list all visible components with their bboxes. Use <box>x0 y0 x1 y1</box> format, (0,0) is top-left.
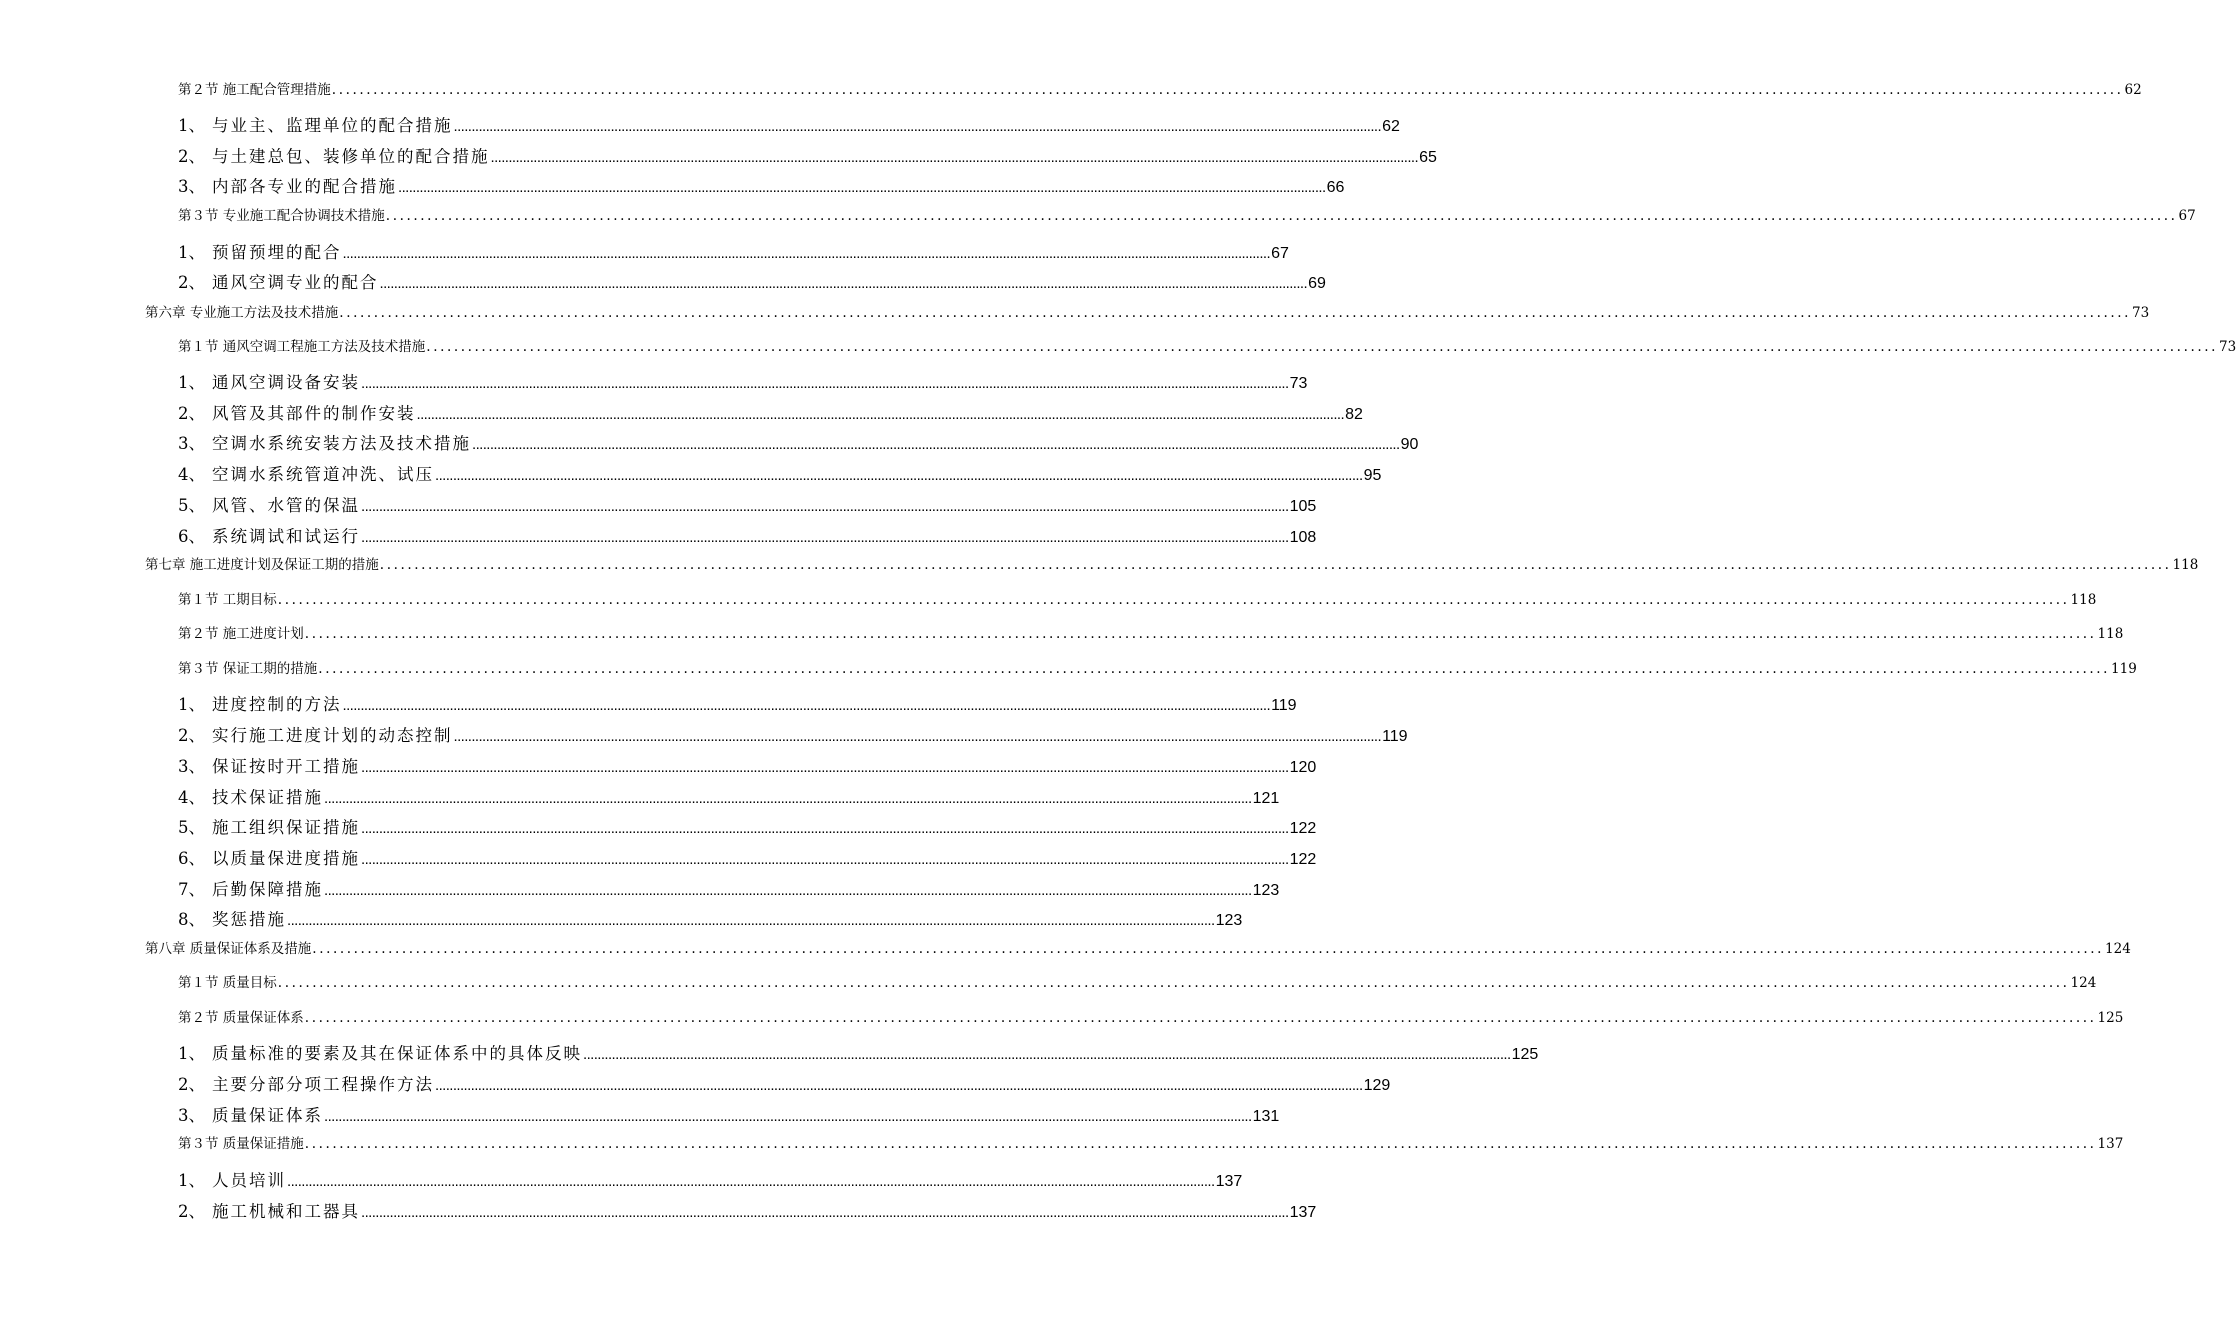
dot-leader: .................................................................................................................................................................................................................................................................... <box>324 1108 1252 1125</box>
toc-page-number: 123 <box>1252 882 1280 899</box>
toc-section-title: 第３节 保证工期的措施 <box>178 661 318 677</box>
toc-page-number: 125 <box>2097 1010 2124 1026</box>
toc-item-title: 后勤保障措施 <box>212 880 323 899</box>
toc-page-number: 82 <box>1345 406 1363 423</box>
dot-leader: .................................................................................................................................................................................................................................................................... <box>304 1136 2097 1152</box>
toc-item-number: 7、 <box>178 880 205 899</box>
toc-entry-section[interactable] <box>178 204 2196 224</box>
toc-entry-section[interactable] <box>178 1006 2124 1026</box>
toc-entry-item[interactable] <box>178 1040 1539 1064</box>
toc-page-number: 119 <box>1271 697 1297 714</box>
toc-item-number: 4、 <box>178 465 205 484</box>
toc-entry-chapter[interactable] <box>145 937 2131 957</box>
dot-leader: .................................................................................................................................................................................................................................................................... <box>379 275 1308 292</box>
toc-item-title: 质量保证体系 <box>212 1106 323 1125</box>
toc-item-number: 1、 <box>178 116 205 135</box>
toc-item-title: 通风空调设备安装 <box>212 373 360 392</box>
toc-item-number: 2、 <box>178 1075 205 1094</box>
toc-page-number: 121 <box>1252 790 1280 807</box>
toc-entry-item[interactable] <box>178 1198 1317 1222</box>
toc-section-title: 第２节 施工配合管理措施 <box>178 82 331 98</box>
toc-section-title: 第２节 施工进度计划 <box>178 626 304 642</box>
toc-item-label <box>178 1071 434 1095</box>
toc-entry-item[interactable] <box>178 523 1317 547</box>
toc-item-number: 6、 <box>178 849 205 868</box>
toc-item-number: 6、 <box>178 527 205 546</box>
toc-page-number: 67 <box>2178 208 2196 224</box>
toc-entry-item[interactable] <box>178 269 1326 293</box>
toc-page-number: 118 <box>2172 557 2199 573</box>
toc-item-label <box>178 461 434 485</box>
dot-leader: .................................................................................................................................................................................................................................................................... <box>342 245 1271 262</box>
toc-entry-item[interactable] <box>178 845 1317 869</box>
dot-leader: .................................................................................................................................................................................................................................................................... <box>361 1204 1289 1221</box>
dot-leader: .................................................................................................................................................................................................................................................................... <box>277 975 2070 991</box>
toc-entry-item[interactable] <box>178 369 1308 393</box>
dot-leader: .................................................................................................................................................................................................................................................................... <box>416 406 1345 423</box>
toc-entry-item[interactable] <box>178 876 1280 900</box>
toc-item-label <box>178 492 360 516</box>
toc-page-number: 73 <box>1289 375 1308 392</box>
toc-entry-section[interactable] <box>178 588 2097 608</box>
toc-item-title: 主要分部分项工程操作方法 <box>212 1075 434 1094</box>
toc-item-title: 奖惩措施 <box>212 910 286 929</box>
dot-leader: .................................................................................................................................................................................................................................................................... <box>361 851 1289 868</box>
toc-item-title: 人员培训 <box>212 1171 286 1190</box>
toc-entry-section[interactable] <box>178 622 2124 642</box>
toc-item-title: 进度控制的方法 <box>212 695 342 714</box>
toc-item-number: 2、 <box>178 1202 205 1221</box>
dot-leader: .................................................................................................................................................................................................................................................................... <box>379 557 2172 573</box>
toc-item-title: 实行施工进度计划的动态控制 <box>212 726 453 745</box>
toc-page-number: 69 <box>1308 275 1326 292</box>
toc-item-label <box>178 369 360 393</box>
toc-item-title: 质量标准的要素及其在保证体系中的具体反映 <box>212 1044 582 1063</box>
toc-page-number: 120 <box>1289 759 1317 776</box>
toc-item-title: 风管及其部件的制作安装 <box>212 404 416 423</box>
dot-leader: .................................................................................................................................................................................................................................................................... <box>361 529 1289 546</box>
dot-leader: .................................................................................................................................................................................................................................................................... <box>318 661 2111 677</box>
toc-item-title: 与业主、监理单位的配合措施 <box>212 116 453 135</box>
toc-item-label <box>178 523 360 547</box>
toc-entry-chapter[interactable] <box>145 553 2199 573</box>
toc-item-label <box>178 400 416 424</box>
toc-entry-section[interactable] <box>178 335 2236 355</box>
toc-section-title: 第２节 质量保证体系 <box>178 1010 304 1026</box>
toc-item-number: 8、 <box>178 910 205 929</box>
dot-leader: .................................................................................................................................................................................................................................................................... <box>342 697 1271 714</box>
toc-item-number: 3、 <box>178 757 205 776</box>
toc-section-title: 第１节 通风空调工程施工方法及技术措施 <box>178 339 426 355</box>
toc-entry-item[interactable] <box>178 492 1317 516</box>
toc-item-label <box>178 753 360 777</box>
toc-page-number: 119 <box>2111 661 2137 677</box>
toc-item-title: 系统调试和试运行 <box>212 527 360 546</box>
toc-entry-item[interactable] <box>178 753 1317 777</box>
toc-item-number: 1、 <box>178 1171 205 1190</box>
toc-item-label <box>178 173 397 197</box>
toc-page-number: 123 <box>1215 912 1243 929</box>
toc-item-title: 通风空调专业的配合 <box>212 273 379 292</box>
dot-leader: .................................................................................................................................................................................................................................................................... <box>490 149 1419 166</box>
toc-item-number: 1、 <box>178 243 205 262</box>
toc-page-number: 131 <box>1252 1108 1280 1125</box>
toc-item-title: 空调水系统安装方法及技术措施 <box>212 434 471 453</box>
toc-item-label <box>178 1040 582 1064</box>
toc-entry-item[interactable] <box>178 906 1243 930</box>
toc-page-number: 62 <box>2124 82 2142 98</box>
dot-leader: .................................................................................................................................................................................................................................................................... <box>361 375 1289 392</box>
toc-entry-section[interactable] <box>178 971 2097 991</box>
toc-entry-section[interactable] <box>178 1132 2124 1152</box>
toc-item-title: 施工组织保证措施 <box>212 818 360 837</box>
dot-leader: .................................................................................................................................................................................................................................................................... <box>361 820 1289 837</box>
dot-leader: .................................................................................................................................................................................................................................................................... <box>398 179 1326 196</box>
toc-entry-item[interactable] <box>178 1102 1280 1126</box>
toc-item-number: 3、 <box>178 434 205 453</box>
toc-item-title: 空调水系统管道冲洗、试压 <box>212 465 434 484</box>
toc-page-number: 66 <box>1326 179 1345 196</box>
dot-leader: .................................................................................................................................................................................................................................................................... <box>385 208 2178 224</box>
toc-page-number: 124 <box>2105 941 2131 957</box>
toc-item-title: 内部各专业的配合措施 <box>212 177 397 196</box>
toc-entry-item[interactable] <box>178 722 1408 746</box>
dot-leader: .................................................................................................................................................................................................................................................................... <box>304 626 2097 642</box>
dot-leader: .................................................................................................................................................................................................................................................................... <box>583 1046 1511 1063</box>
toc-entry-section[interactable] <box>178 657 2137 677</box>
toc-item-title: 施工机械和工器具 <box>212 1202 360 1221</box>
toc-page-number: 118 <box>2070 592 2097 608</box>
toc-item-number: 5、 <box>178 496 205 515</box>
toc-entry-item[interactable] <box>178 691 1297 715</box>
toc-item-number: 2、 <box>178 273 205 292</box>
dot-leader: .................................................................................................................................................................................................................................................................... <box>453 728 1382 745</box>
toc-item-label <box>178 112 453 136</box>
toc-page-number: 129 <box>1363 1077 1391 1094</box>
toc-item-number: 5、 <box>178 818 205 837</box>
toc-page-number: 90 <box>1400 436 1419 453</box>
toc-page-number: 124 <box>2070 975 2097 991</box>
toc-item-label <box>178 143 490 167</box>
dot-leader: .................................................................................................................................................................................................................................................................... <box>331 82 2124 98</box>
toc-page-number: 122 <box>1289 820 1317 837</box>
toc-item-label <box>178 1102 323 1126</box>
dot-leader: .................................................................................................................................................................................................................................................................... <box>361 759 1289 776</box>
toc-entry-item[interactable] <box>178 784 1280 808</box>
toc-item-label <box>178 845 360 869</box>
toc-entry-item[interactable] <box>178 173 1345 197</box>
toc-item-label <box>178 239 342 263</box>
dot-leader: .................................................................................................................................................................................................................................................................... <box>426 339 2219 355</box>
dot-leader: .................................................................................................................................................................................................................................................................... <box>472 436 1400 453</box>
toc-item-label <box>178 691 342 715</box>
toc-item-label <box>178 430 471 454</box>
toc-chapter-title: 第六章 专业施工方法及技术措施 <box>145 305 339 321</box>
toc-item-label <box>178 1167 286 1191</box>
toc-item-title: 保证按时开工措施 <box>212 757 360 776</box>
toc-page-number: 137 <box>1215 1173 1243 1190</box>
dot-leader: .................................................................................................................................................................................................................................................................... <box>287 1173 1215 1190</box>
dot-leader: .................................................................................................................................................................................................................................................................... <box>324 790 1252 807</box>
dot-leader: .................................................................................................................................................................................................................................................................... <box>304 1010 2097 1026</box>
toc-page-number: 118 <box>2097 626 2124 642</box>
toc-page-number: 137 <box>2097 1136 2124 1152</box>
toc-entry-section[interactable] <box>178 78 2142 98</box>
dot-leader: .................................................................................................................................................................................................................................................................... <box>453 118 1382 135</box>
toc-item-number: 4、 <box>178 788 205 807</box>
toc-entry-item[interactable] <box>178 461 1382 485</box>
toc-item-title: 技术保证措施 <box>212 788 323 807</box>
toc-page-number: 95 <box>1363 467 1382 484</box>
toc-item-title: 风管、水管的保温 <box>212 496 360 515</box>
toc-item-number: 2、 <box>178 147 205 166</box>
toc-entry-item[interactable] <box>178 814 1317 838</box>
toc-section-title: 第３节 质量保证措施 <box>178 1136 304 1152</box>
dot-leader: .................................................................................................................................................................................................................................................................... <box>361 498 1289 515</box>
toc-chapter-title: 第八章 质量保证体系及措施 <box>145 941 312 957</box>
dot-leader: .................................................................................................................................................................................................................................................................... <box>312 941 2105 957</box>
toc-entry-item[interactable] <box>178 239 1289 263</box>
dot-leader: .................................................................................................................................................................................................................................................................... <box>339 305 2132 321</box>
dot-leader: .................................................................................................................................................................................................................................................................... <box>435 1077 1363 1094</box>
toc-entry-chapter[interactable] <box>145 301 2150 321</box>
toc-entry-item[interactable] <box>178 143 1437 167</box>
toc-item-title: 与土建总包、装修单位的配合措施 <box>212 147 490 166</box>
toc-section-title: 第３节 专业施工配合协调技术措施 <box>178 208 385 224</box>
toc-chapter-title: 第七章 施工进度计划及保证工期的措施 <box>145 557 379 573</box>
toc-page-number: 73 <box>2132 305 2150 321</box>
toc-item-label <box>178 1198 360 1222</box>
toc-entry-item[interactable] <box>178 1071 1391 1095</box>
toc-entry-item[interactable] <box>178 430 1419 454</box>
toc-page-number: 119 <box>1382 728 1408 745</box>
dot-leader: .................................................................................................................................................................................................................................................................... <box>324 882 1252 899</box>
toc-entry-item[interactable] <box>178 1167 1243 1191</box>
toc-page-number: 122 <box>1289 851 1317 868</box>
toc-item-number: 1、 <box>178 373 205 392</box>
dot-leader: .................................................................................................................................................................................................................................................................... <box>277 592 2070 608</box>
toc-page-number: 67 <box>1271 245 1289 262</box>
toc-item-number: 2、 <box>178 404 205 423</box>
toc-item-label <box>178 876 323 900</box>
toc-item-number: 1、 <box>178 695 205 714</box>
toc-item-label <box>178 906 286 930</box>
toc-item-title: 预留预埋的配合 <box>212 243 342 262</box>
toc-item-label <box>178 814 360 838</box>
toc-section-title: 第１节 质量目标 <box>178 975 277 991</box>
toc-page-number: 125 <box>1511 1046 1539 1063</box>
toc-entry-item[interactable] <box>178 400 1363 424</box>
toc-page-number: 137 <box>1289 1204 1317 1221</box>
toc-page-number: 62 <box>1382 118 1400 135</box>
toc-item-number: 1、 <box>178 1044 205 1063</box>
toc-item-title: 以质量保进度措施 <box>212 849 360 868</box>
toc-item-label <box>178 784 323 808</box>
toc-item-number: 3、 <box>178 1106 205 1125</box>
toc-item-label <box>178 269 379 293</box>
toc-page-number: 73 <box>2219 339 2236 355</box>
dot-leader: .................................................................................................................................................................................................................................................................... <box>435 467 1363 484</box>
toc-item-label <box>178 722 453 746</box>
toc-item-number: 2、 <box>178 726 205 745</box>
toc-entry-item[interactable] <box>178 112 1400 136</box>
toc-page-number: 105 <box>1289 498 1317 515</box>
toc-item-number: 3、 <box>178 177 205 196</box>
dot-leader: .................................................................................................................................................................................................................................................................... <box>287 912 1215 929</box>
toc-section-title: 第１节 工期目标 <box>178 592 277 608</box>
toc-page-number: 108 <box>1289 529 1317 546</box>
toc-page-number: 65 <box>1419 149 1437 166</box>
